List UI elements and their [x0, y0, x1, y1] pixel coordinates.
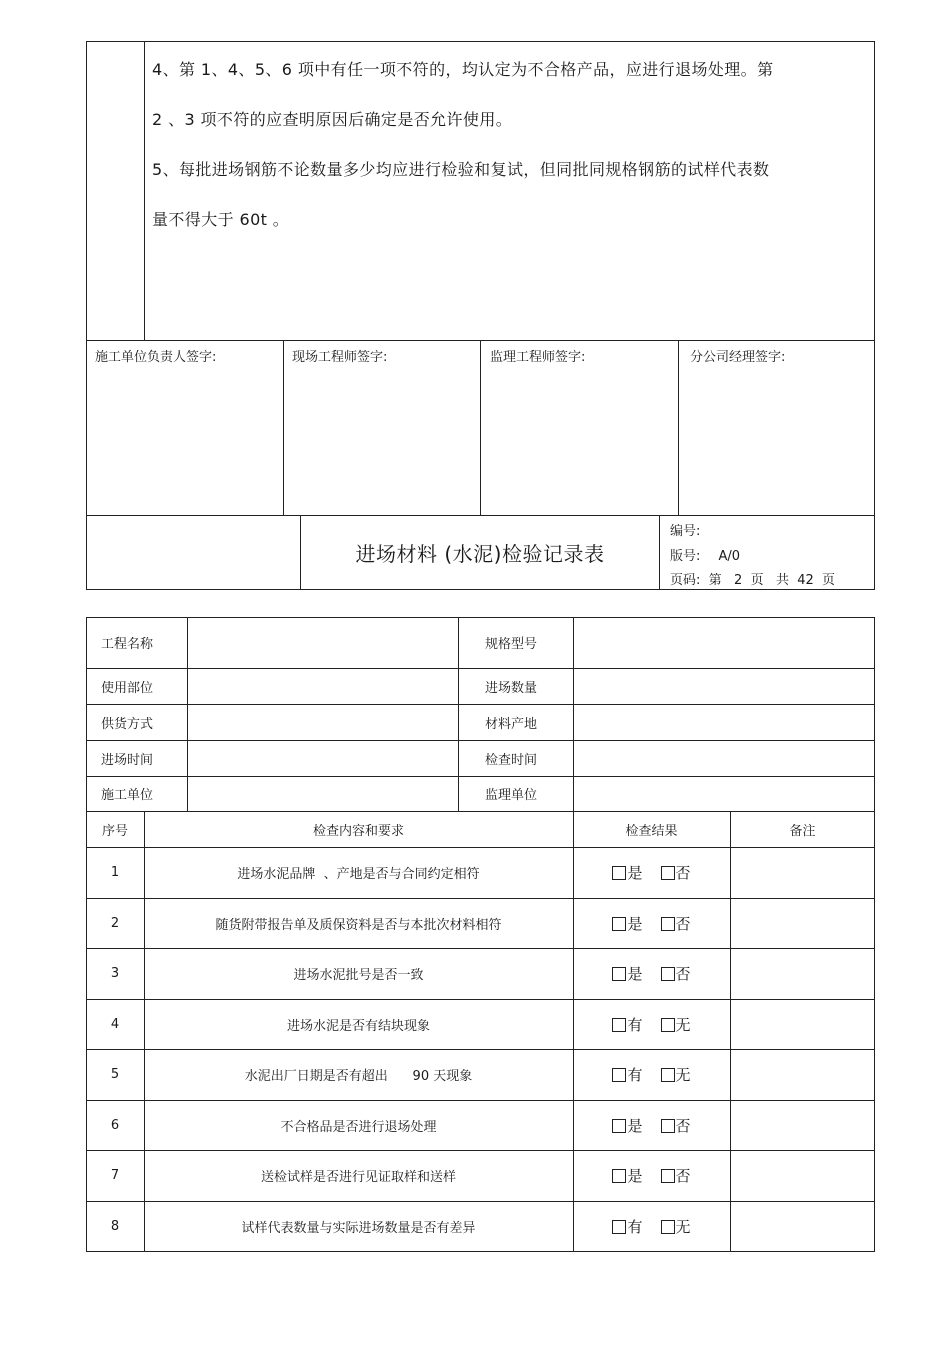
notes-block	[86, 41, 875, 341]
version-label	[670, 545, 740, 564]
row-result	[573, 999, 730, 1050]
option-b-label: 无	[675, 1066, 691, 1084]
code-label: 编号:	[670, 524, 701, 539]
row-result	[573, 1100, 730, 1151]
row-check-item: 进场水泥品牌 、产地是否与合同约定相符	[237, 867, 480, 882]
page-number: 页码: 第 2 页 共 42 页	[670, 573, 836, 588]
option-a-label: 是	[627, 915, 643, 933]
form-hline	[86, 668, 875, 669]
option-a-checkbox[interactable]	[612, 1169, 626, 1183]
arrival-time-label: 进场时间	[101, 752, 154, 768]
option-b-label: 否	[675, 864, 691, 882]
title-divider-right	[659, 515, 660, 590]
header-no: 序号	[101, 823, 128, 839]
option-a-label: 有	[627, 1016, 643, 1034]
option-a-label: 是	[627, 965, 643, 983]
header-result: 检查结果	[625, 823, 678, 839]
row-number: 4	[110, 1017, 120, 1032]
option-b-checkbox[interactable]	[661, 1018, 675, 1032]
sig-divider-3	[678, 340, 679, 516]
option-a-label: 有	[627, 1066, 643, 1084]
row-number: 2	[110, 916, 120, 931]
site-engineer-signature-label: 现场工程师签字:	[292, 350, 388, 365]
note-line-4: 量不得大于 60t 。	[152, 210, 290, 229]
option-a-checkbox[interactable]	[612, 967, 626, 981]
option-a-checkbox[interactable]	[612, 1068, 626, 1082]
arrival-qty-label: 进场数量	[485, 680, 538, 696]
row-number: 6	[110, 1118, 120, 1133]
row-check-item: 水泥出厂日期是否有超出 90 天现象	[244, 1069, 473, 1084]
version-label-text: 版号:	[670, 549, 701, 564]
spec-model-label: 规格型号	[485, 637, 538, 652]
row-number: 3	[110, 966, 120, 981]
option-b-checkbox[interactable]	[661, 1169, 675, 1183]
row-check-item: 不合格品是否进行退场处理	[280, 1120, 437, 1135]
row-check-item: 进场水泥批号是否一致	[293, 968, 424, 983]
row-result	[573, 948, 730, 999]
form-hline	[86, 704, 875, 705]
form-vline	[730, 811, 731, 1252]
option-a-checkbox[interactable]	[612, 917, 626, 931]
option-a-checkbox[interactable]	[612, 1018, 626, 1032]
form-hline	[86, 776, 875, 777]
option-a-label: 是	[627, 864, 643, 882]
sig-divider-1	[283, 340, 284, 516]
row-result	[573, 847, 730, 898]
branch-manager-signature-label: 分公司经理签字:	[690, 350, 786, 365]
note-line-3: 5、每批进场钢筋不论数量多少均应进行检验和复试，但同批同规格钢筋的试样代表数	[152, 160, 770, 179]
option-b-checkbox[interactable]	[661, 967, 675, 981]
option-a-label: 有	[627, 1218, 643, 1236]
row-result	[573, 898, 730, 949]
option-b-checkbox[interactable]	[661, 1119, 675, 1133]
row-check-item: 试样代表数量与实际进场数量是否有差异	[241, 1221, 476, 1236]
option-b-label: 无	[675, 1016, 691, 1034]
option-a-checkbox[interactable]	[612, 1119, 626, 1133]
option-b-checkbox[interactable]	[661, 1220, 675, 1234]
page-title: 进场材料 (水泥)检验记录表	[355, 541, 605, 566]
row-check-item: 随货附带报告单及质保资料是否与本批次材料相符	[215, 918, 502, 933]
version-value: A/0	[718, 549, 741, 564]
use-location-label: 使用部位	[101, 680, 154, 696]
row-number: 5	[110, 1067, 120, 1082]
supervision-unit-label: 监理单位	[485, 788, 538, 803]
option-a-label: 是	[627, 1117, 643, 1135]
option-b-label: 否	[675, 915, 691, 933]
option-a-checkbox[interactable]	[612, 866, 626, 880]
option-b-label: 否	[675, 1117, 691, 1135]
row-result	[573, 1049, 730, 1100]
project-name-label: 工程名称	[101, 637, 154, 652]
option-b-checkbox[interactable]	[661, 917, 675, 931]
option-b-label: 无	[675, 1218, 691, 1236]
supply-method-label: 供货方式	[101, 716, 154, 732]
construction-lead-signature-label: 施工单位负责人签字:	[95, 350, 217, 365]
note-line-2: 2 、3 项不符的应查明原因后确定是否允许使用。	[152, 110, 513, 129]
check-time-label: 检查时间	[485, 752, 538, 768]
option-b-label: 否	[675, 1167, 691, 1185]
row-number: 8	[110, 1219, 120, 1234]
form-vline	[573, 617, 574, 811]
option-a-label: 是	[627, 1167, 643, 1185]
option-a-checkbox[interactable]	[612, 1220, 626, 1234]
row-result	[573, 1201, 730, 1252]
option-b-checkbox[interactable]	[661, 1068, 675, 1082]
row-number: 1	[110, 865, 120, 880]
notes-divider	[144, 41, 145, 341]
construction-unit-label: 施工单位	[101, 788, 154, 803]
row-result	[573, 1150, 730, 1201]
form-vline	[187, 617, 188, 811]
row-check-item: 进场水泥是否有结块现象	[286, 1019, 430, 1034]
header-remark: 备注	[789, 823, 816, 839]
form-vline	[458, 617, 459, 811]
origin-label: 材料产地	[485, 716, 538, 732]
sig-divider-2	[480, 340, 481, 516]
row-check-item: 送检试样是否进行见证取样和送样	[260, 1170, 456, 1185]
note-line-1: 4、第 1、4、5、6 项中有任一项不符的，均认定为不合格产品，应进行退场处理。第	[152, 60, 774, 79]
option-b-label: 否	[675, 965, 691, 983]
option-b-checkbox[interactable]	[661, 866, 675, 880]
row-number: 7	[110, 1168, 120, 1183]
form-hline	[86, 740, 875, 741]
supervision-engineer-signature-label: 监理工程师签字:	[490, 350, 586, 365]
header-content: 检查内容和要求	[312, 823, 404, 839]
